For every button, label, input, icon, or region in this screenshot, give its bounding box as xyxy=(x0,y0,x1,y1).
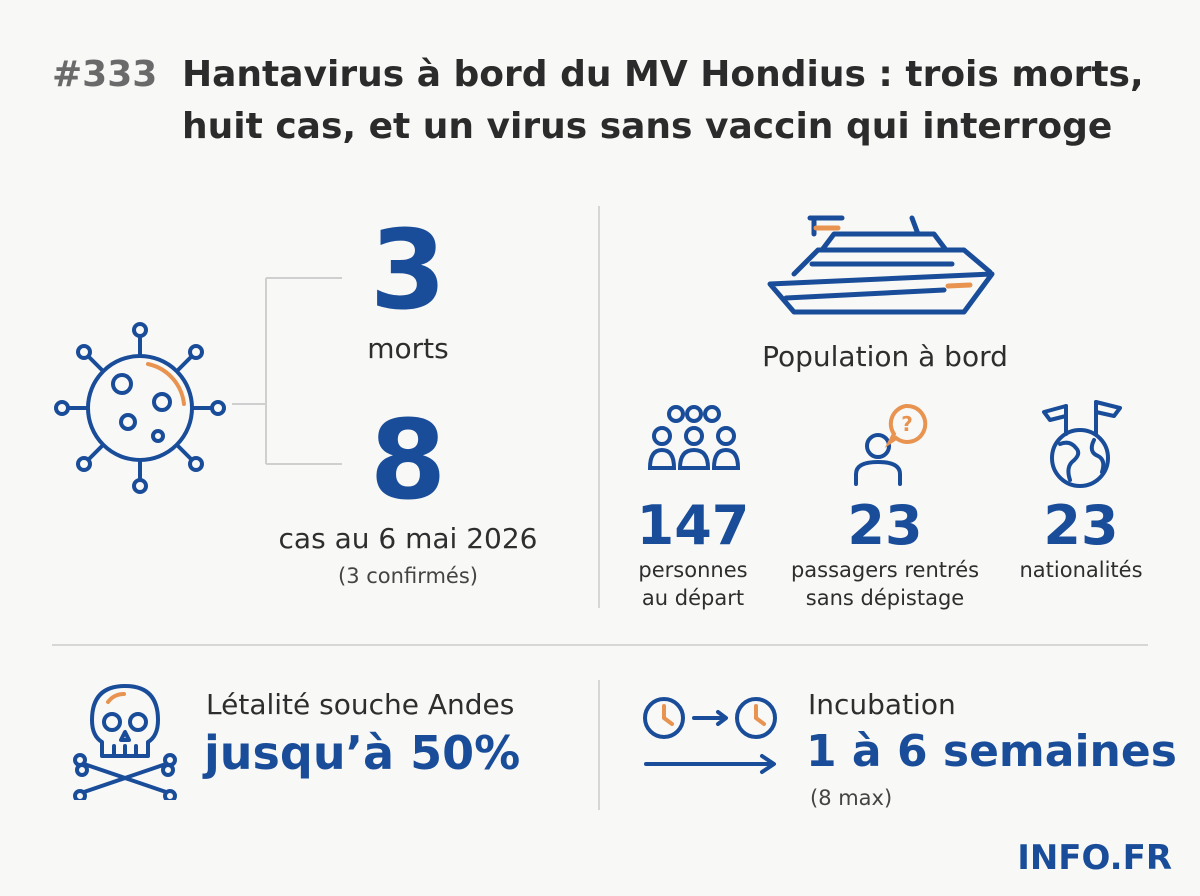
stat-0-value: 147 xyxy=(636,494,750,557)
lethality-value: jusqu’à 50% xyxy=(204,726,521,780)
clock-arrow-icon xyxy=(642,692,782,778)
cases-label: cas au 6 mai 2026 xyxy=(278,522,538,555)
stat-2-label-line1: nationalités xyxy=(1019,558,1143,582)
page-title-line1: Hantavirus à bord du MV Hondius : trois morts, xyxy=(182,54,1144,95)
virus-icon xyxy=(50,318,230,498)
vertical-divider-top xyxy=(598,206,600,608)
vertical-divider-bottom xyxy=(598,680,600,810)
incubation-label: Incubation xyxy=(808,688,956,721)
svg-text:?: ? xyxy=(901,412,913,436)
stat-2-value: 23 xyxy=(1043,494,1119,557)
deaths-label: morts xyxy=(367,332,449,365)
page-title-line2: huit cas, et un virus sans vaccin qui interroge xyxy=(182,106,1113,147)
cases-note: (3 confirmés) xyxy=(338,564,478,588)
deaths-value: 3 xyxy=(369,206,447,334)
stat-1-label-line1: passagers rentrés xyxy=(790,558,980,582)
lethality-label: Létalité souche Andes xyxy=(206,688,515,721)
ship-icon xyxy=(764,210,1004,320)
stat-0-label-line2: au départ xyxy=(641,586,745,610)
brand-logo: INFO.FR xyxy=(1017,838,1172,878)
cases-value: 8 xyxy=(369,396,447,524)
crowd-icon xyxy=(646,404,742,476)
population-title: Population à bord xyxy=(762,340,1008,373)
incubation-note: (8 max) xyxy=(810,786,893,810)
person-question-icon xyxy=(850,402,934,486)
issue-number: #333 xyxy=(52,54,158,95)
skull-crossbones-icon xyxy=(70,680,180,800)
incubation-value: 1 à 6 semaines xyxy=(806,726,1177,777)
stat-0-label-line1: personnes xyxy=(638,558,748,582)
horizontal-divider xyxy=(52,644,1148,646)
globe-flags-icon xyxy=(1036,396,1128,492)
stat-1-value: 23 xyxy=(847,494,923,557)
stat-1-label-line2: sans dépistage xyxy=(805,586,965,610)
